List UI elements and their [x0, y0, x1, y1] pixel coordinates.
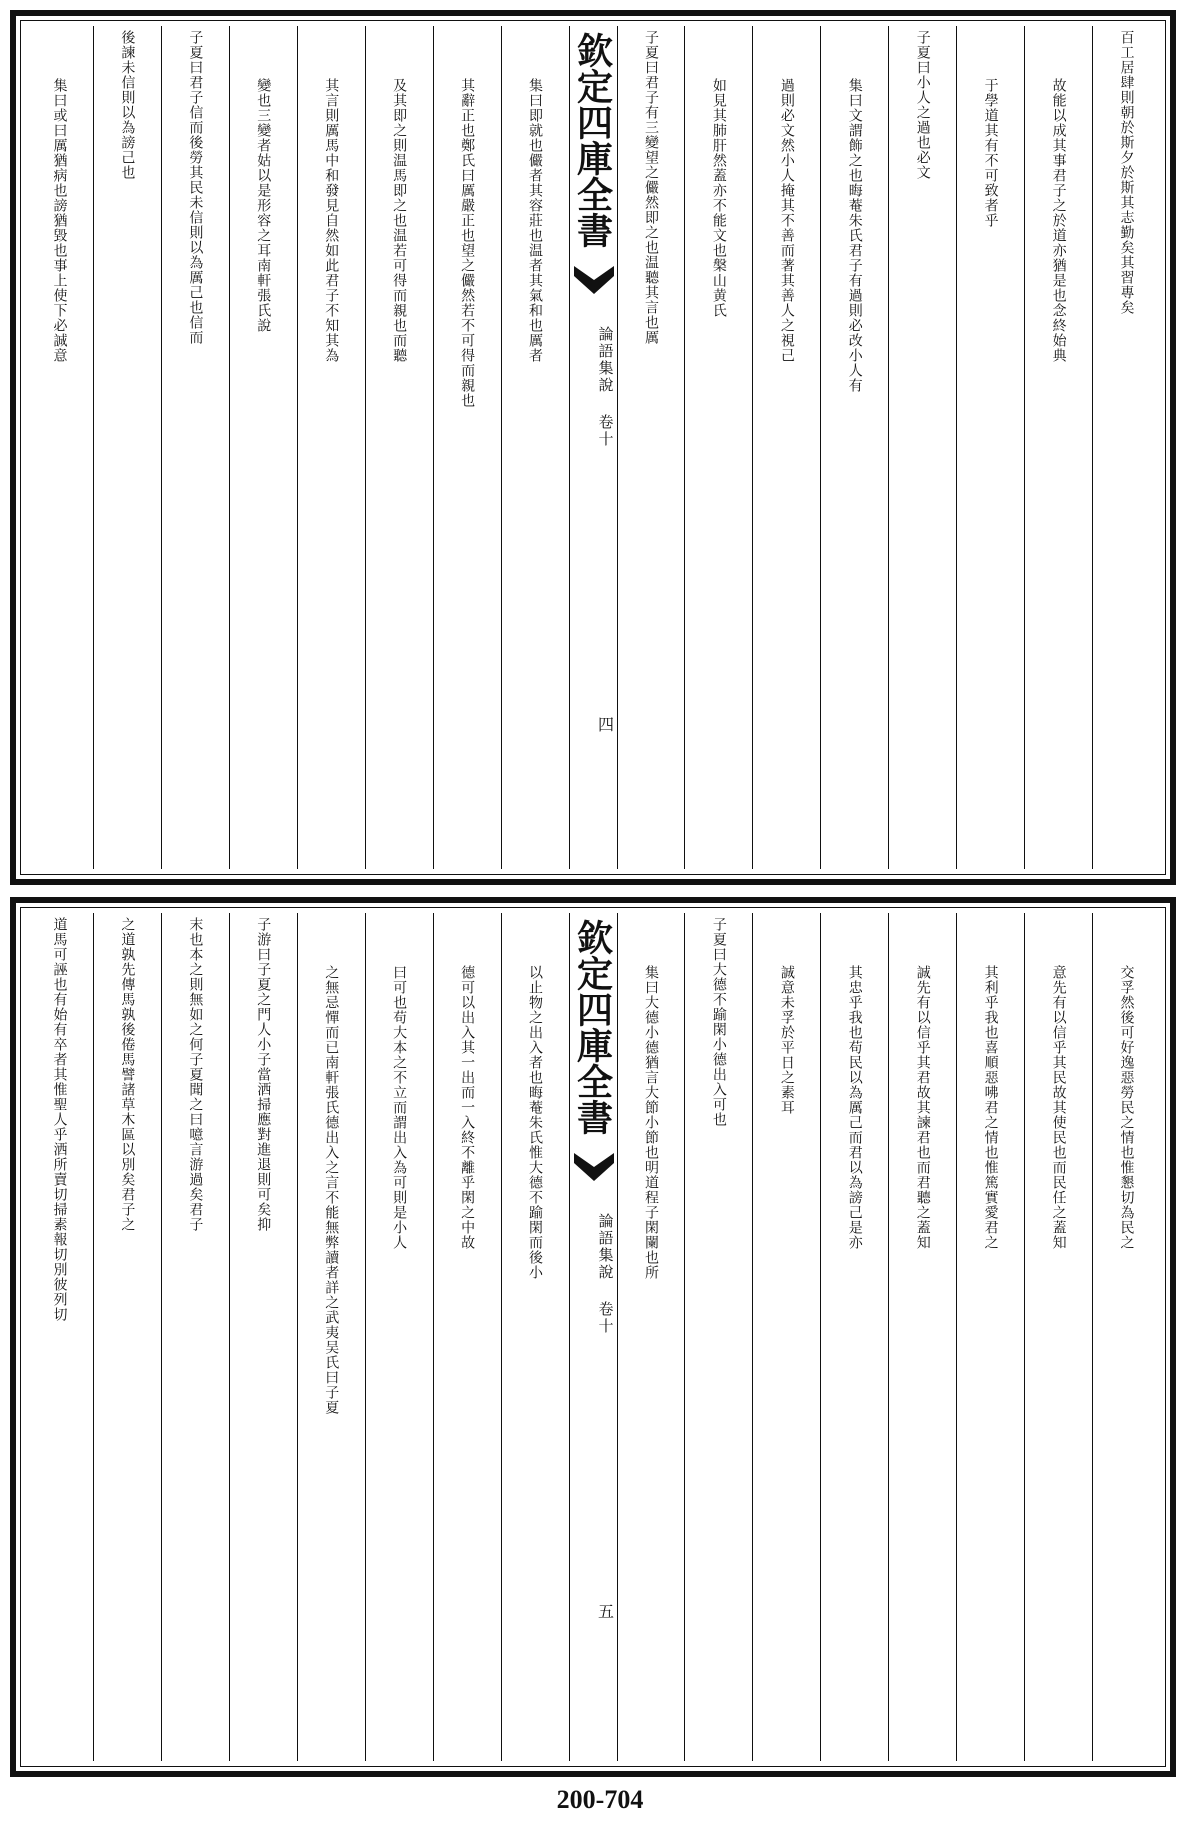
- top-page: [10, 10, 1176, 885]
- text-line: 曰可也苟大本之不立而謂出入為可則是小人: [391, 965, 408, 1250]
- text-line: 子夏曰君子信而後勞其民未信則以為厲己也信而: [187, 30, 204, 345]
- column: [1025, 26, 1093, 869]
- column: [889, 913, 957, 1761]
- text-line: 如見其肺肝然蓋亦不能文也槃山黄氏: [710, 78, 727, 318]
- text-line: 其利乎我也喜順惡咈君之情也惟篤實愛君之: [982, 965, 999, 1250]
- bottom-page: [10, 897, 1176, 1777]
- text-line: 交孚然後可好逸惡勞民之情也惟懇切為民之: [1118, 965, 1135, 1250]
- text-line: 于學道其有不可致者乎: [982, 78, 999, 228]
- column: [230, 26, 298, 869]
- text-line: 子夏曰小人之過也必文: [914, 30, 931, 180]
- column: [618, 913, 686, 1761]
- column: [1025, 913, 1093, 1761]
- column: [434, 26, 502, 869]
- text-line: 誠先有以信乎其君故其諫君也而君聽之蓋知: [914, 965, 931, 1250]
- column: [685, 913, 753, 1761]
- strip-page-number: 四: [595, 716, 615, 732]
- column: [957, 26, 1025, 869]
- fish-tail-mark: [574, 1153, 614, 1183]
- text-line: 以止物之出入者也晦菴朱氏惟大德不踰閑而後小: [527, 965, 544, 1280]
- column: [230, 913, 298, 1761]
- page-footer-number: 200-704: [556, 1785, 644, 1814]
- center-strip: [570, 26, 618, 869]
- text-line: 子游曰子夏之門人小子當洒掃應對進退則可矣抑: [255, 917, 272, 1232]
- text-line: 之道孰先傳馬孰後倦馬譬諸草木區以別矣君子之: [119, 917, 136, 1232]
- text-line: 道馬可誣也有始有卒者其惟聖人乎洒所賣切掃素報切別彼列切: [51, 917, 68, 1322]
- text-line: 後諫未信則以為謗己也: [119, 30, 136, 180]
- text-line: 其辭正也鄭氏曰厲嚴正也望之儼然若不可得而親也: [459, 78, 476, 408]
- column: [434, 913, 502, 1761]
- text-line: 集曰即就也儼者其容莊也温者其氣和也厲者: [527, 78, 544, 363]
- text-line: 之無忌憚而已南軒張氏德出入之言不能無弊讀者詳之武夷吴氏曰子夏: [323, 965, 340, 1415]
- column: [94, 913, 162, 1761]
- top-columns: [26, 26, 1160, 869]
- text-line: 末也本之則無如之何子夏聞之曰噫言游過矣君子: [187, 917, 204, 1232]
- column: [821, 913, 889, 1761]
- column: [821, 26, 889, 869]
- text-line: 集曰大德小德猶言大節小節也明道程子閑闌也所: [642, 965, 659, 1280]
- text-line: 及其即之則温馬即之也温若可得而親也而聽: [391, 78, 408, 363]
- column: [889, 26, 957, 869]
- column: [298, 913, 366, 1761]
- column: [366, 913, 434, 1761]
- text-line: 變也三變者姑以是形容之耳南軒張氏說: [255, 78, 272, 333]
- text-line: 德可以出入其一出而一入終不離乎閑之中故: [459, 965, 476, 1250]
- text-line: 意先有以信乎其民故其使民也而民任之蓋知: [1050, 965, 1067, 1250]
- text-line: 子夏曰君子有三變望之儼然即之也温聽其言也厲: [642, 30, 659, 345]
- column: [753, 913, 821, 1761]
- column: [298, 26, 366, 869]
- column: [753, 26, 821, 869]
- column: [685, 26, 753, 869]
- column: [1093, 913, 1160, 1761]
- column: [366, 26, 434, 869]
- text-line: 過則必文然小人掩其不善而著其善人之視己: [778, 78, 795, 363]
- column: [162, 26, 230, 869]
- text-line: 子夏曰大德不踰閑小德出入可也: [710, 917, 727, 1127]
- column: [502, 913, 570, 1761]
- fish-tail-mark: [574, 266, 614, 296]
- column: [26, 26, 94, 869]
- column: [26, 913, 94, 1761]
- text-line: 集曰或曰厲猶病也謗猶毀也事上使下必誠意: [51, 78, 68, 363]
- strip-subtitle: 論語集說 卷十: [596, 326, 615, 448]
- text-line: 集曰文謂飾之也晦菴朱氏君子有過則必改小人有: [846, 78, 863, 393]
- column: [162, 913, 230, 1761]
- column: [618, 26, 686, 869]
- text-line: 其忠乎我也苟民以為厲己而君以為謗己是亦: [846, 965, 863, 1250]
- bottom-columns: [26, 913, 1160, 1761]
- strip-page-number: 五: [595, 1603, 615, 1619]
- strip-subtitle: 論語集說 卷十: [596, 1213, 615, 1335]
- strip-title: 欽定四庫全書: [571, 32, 614, 248]
- text-line: 其言則厲馬中和發見自然如此君子不知其為: [323, 78, 340, 363]
- column: [1093, 26, 1160, 869]
- text-line: 百工居肆則朝於斯夕於斯其志勤矣其習專矣: [1118, 30, 1135, 315]
- text-line: 誠意未孚於平日之素耳: [778, 965, 795, 1115]
- column: [502, 26, 570, 869]
- strip-title: 欽定四庫全書: [571, 919, 614, 1135]
- text-line: 故能以成其事君子之於道亦猶是也念終始典: [1050, 78, 1067, 363]
- column: [94, 26, 162, 869]
- column: [957, 913, 1025, 1761]
- center-strip: [570, 913, 618, 1761]
